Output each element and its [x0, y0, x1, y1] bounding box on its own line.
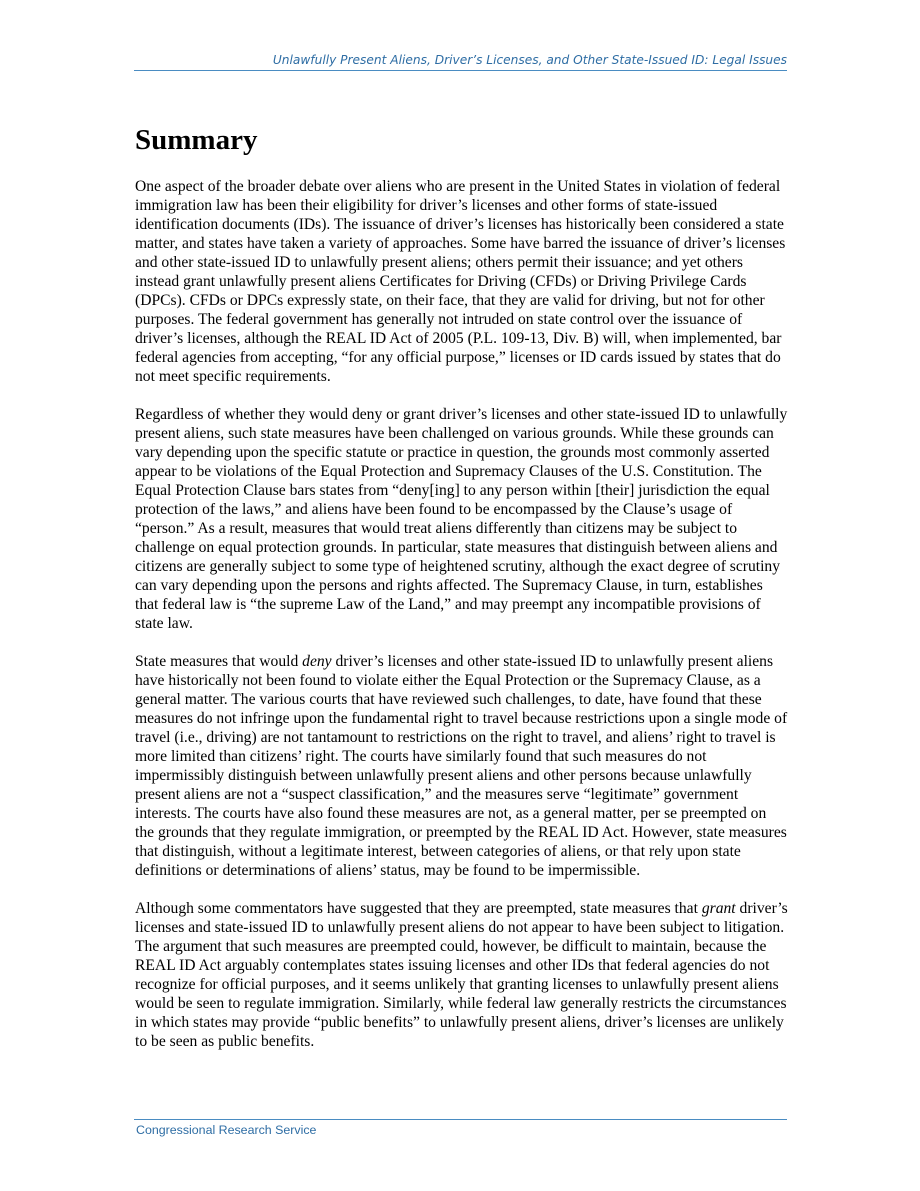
paragraph-2	[135, 405, 789, 633]
paragraph-3	[135, 652, 789, 880]
paragraph-1-text: One aspect of the broader debate over aliens who are present in the United States in violation of federal immigration law has been their eligibility for driver’s licenses and other forms of state-issued identification documents (IDs). The issuance of driver’s licenses has historically been considered a state matter, and states have taken a variety of approaches. Some have barred the issuance of driver’s licenses and other state-issued ID to unlawfully present aliens; others permit their issuance; and yet others instead grant unlawfully present aliens Certificates for Driving (CFDs) or Driving Privilege Cards (DPCs). CFDs or DPCs expressly state, on their face, that they are valid for driving, but not for other purposes. The federal government has generally not intruded on state control over the issuance of driver’s licenses, although the REAL ID Act of 2005 (P.L. 109-13, Div. B) will, when implemented, bar federal agencies from accepting, “for any official purpose,” licenses or ID cards issued by states that do not meet specific requirements.	[135, 178, 786, 385]
emphasis-deny: deny	[302, 653, 332, 670]
paragraph-2-text: Regardless of whether they would deny or grant driver’s licenses and other state-issued ID to unlawfully present aliens, such state measures have been challenged on various grounds. While these grounds can vary depending upon the specific statute or practice in question, the grounds most commonly asserted appear to be violations of the Equal Protection and Supremacy Clauses of the U.S. Constitution. The Equal Protection Clause bars states from “deny[ing] to any person within [their] jurisdiction the equal protection of the laws,” and aliens have been found to be encompassed by the Clause’s usage of “person.” As a result, measures that would treat aliens differently than citizens may be subject to challenge on equal protection grounds. In particular, state measures that distinguish between aliens and citizens are generally subject to some type of heightened scrutiny, although the exact degree of scrutiny can vary depending upon the persons and rights affected. The Supremacy Clause, in turn, establishes that federal law is “the supreme Law of the Land,” and may preempt any incompatible provisions of state law.	[135, 406, 788, 632]
paragraph-3-text-after: driver’s licenses and other state-issued ID to unlawfully present aliens have historically not been found to violate either the Equal Protection or the Supremacy Clause, as a general matter. The various courts that have reviewed such challenges, to date, have found that these measures do not infringe upon the fundamental right to travel because restrictions upon a single mode of travel (i.e., driving) are not tantamount to restrictions on the right to travel, and aliens’ right to travel is more limited than citizens’ right. The courts have similarly found that such measures do not impermissibly distinguish between unlawfully present aliens and other persons because unlawfully present aliens are not a “suspect classification,” and the measures serve “legitimate” government interests. The courts have also found these measures are not, as a general matter, per se preempted on the grounds that they regulate immigration, or preempted by the REAL ID Act. However, state measures that distinguish, without a legitimate interest, between categories of aliens, or that rely upon state definitions or determinations of aliens’ status, may be found to be impermissible.	[135, 653, 788, 879]
summary-body	[135, 177, 789, 1070]
footer-organization: Congressional Research Service	[136, 1123, 317, 1137]
page-title: Summary	[135, 124, 258, 156]
paragraph-1	[135, 177, 789, 386]
paragraph-4-text-before: Although some commentators have suggested that they are preempted, state measures that	[135, 900, 702, 917]
emphasis-grant: grant	[701, 900, 736, 917]
paragraph-4	[135, 899, 789, 1051]
paragraph-3-text-before: State measures that would	[135, 653, 303, 670]
running-header: Unlawfully Present Aliens, Driver’s Licenses, and Other State-Issued ID: Legal Issues	[134, 53, 787, 71]
paragraph-4-text-after: driver’s licenses and state-issued ID to unlawfully present aliens do not appear to have been subject to litigation. The argument that such measures are preempted could, however, be difficult to maintain, because the REAL ID Act arguably contemplates states issuing licenses and other IDs that federal agencies do not recognize for official purposes, and it seems unlikely that granting licenses to unlawfully present aliens would be seen to regulate immigration. Similarly, while federal law generally restricts the circumstances in which states may provide “public benefits” to unlawfully present aliens, driver’s licenses are unlikely to be seen as public benefits.	[135, 900, 788, 1050]
footer-divider	[134, 1119, 787, 1120]
